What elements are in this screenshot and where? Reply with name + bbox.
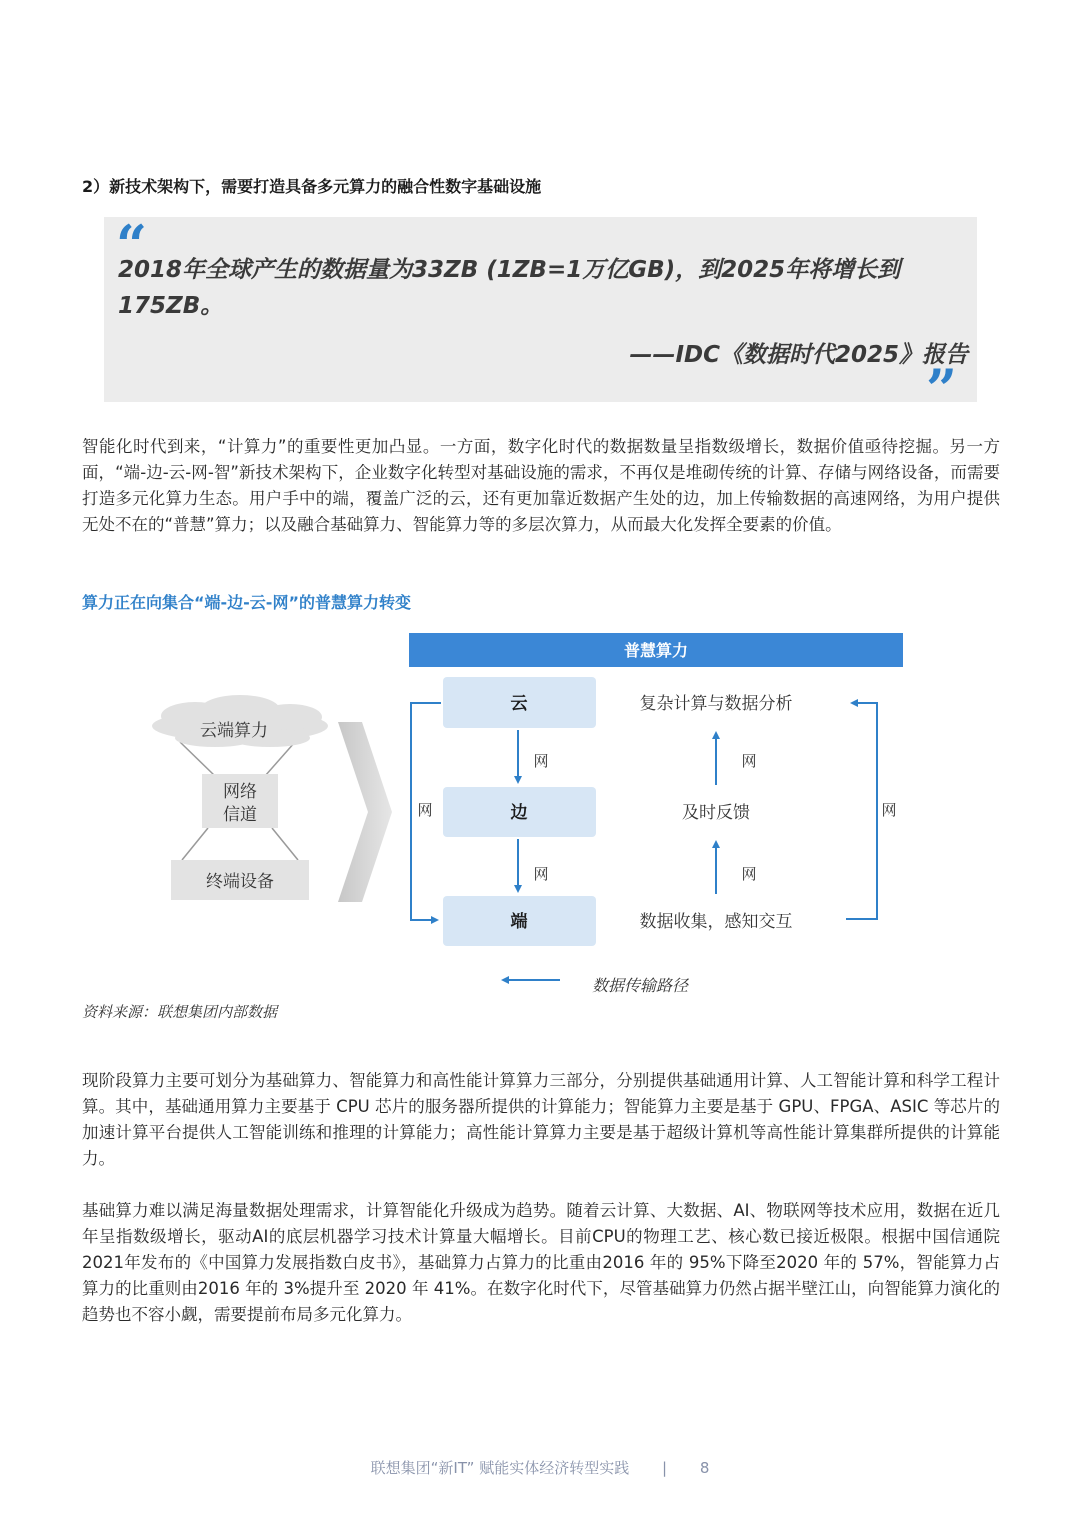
left-stack: [152, 695, 328, 900]
net-label-1: 网: [533, 752, 549, 770]
paragraph-trend: 基础算力难以满足海量数据处理需求，计算智能化升级成为趋势。随着云计算、大数据、AI、物联网等技术应用，数据在近几年呈指数级增长，驱动AI的底层机器学习技术计算量大幅增长。目前CPU的物理工艺、核心数已接近极限。根据中国信通院2021年发布的《中国算力发展指数白皮书》，基础算力占算力的比重由2016 年的 95%下降至2020 年的 57%，智能算力占算力的比重则由2016 年的 3%提升至 2020 年 41%。在数字化时代下，尽管基础算力仍然占据半壁江山，向智能算力演化的趋势也不容小觑，需要提前布局多元化算力。: [82, 1201, 1000, 1324]
header-label: 普慧算力: [623, 641, 689, 660]
figure-title: 算力正在向集合“端-边-云-网”的普慧算力转变: [82, 593, 411, 612]
footer-title: 联想集团“新IT” 赋能实体经济转型实践: [370, 1459, 630, 1477]
footer-separator: |: [661, 1459, 668, 1477]
desc-mid: 及时反馈: [682, 803, 750, 823]
right-loop-line: [846, 703, 877, 919]
figure-source: 资料来源：联想集团内部数据: [82, 1003, 278, 1021]
network-label-line2: 信道: [223, 805, 257, 825]
page-number: 8: [699, 1459, 710, 1477]
paragraph-intro: 智能化时代到来，“计算力”的重要性更加凸显。一方面，数字化时代的数据数量呈指数级增长，数据价值亟待挖掘。另一方面，“端-边-云-网-智”新技术架构下，企业数字化转型对基础设施的需求，不再仅是堆砌传统的计算、存储与网络设备，而需要打造多元化算力生态。用户手中的端，覆盖广泛的云，还有更加靠近数据产生处的边，加上传输数据的高速网络，为用户提供无处不在的“普慧”算力；以及融合基础算力、智能算力等的多层次算力，从而最大化发挥全要素的价值。: [82, 437, 1000, 534]
legend-label: 数据传输路径: [591, 976, 689, 995]
terminal-label: 终端设备: [206, 872, 274, 892]
net-label-right: 网: [881, 801, 897, 819]
net-label-4: 网: [741, 865, 757, 883]
desc-top: 复杂计算与数据分析: [639, 694, 793, 714]
tier-end-label: 端: [510, 912, 528, 932]
network-label-line1: 网络: [223, 782, 257, 802]
net-label-2: 网: [533, 865, 549, 883]
desc-bottom: 数据收集，感知交互: [639, 912, 793, 932]
close-quote-icon: ”: [926, 357, 958, 421]
chevron-right-icon: [338, 722, 392, 902]
section-heading: 2）新技术架构下，需要打造具备多元算力的融合性数字基础设施: [82, 177, 542, 196]
net-label-left: 网: [417, 801, 433, 819]
net-label-3: 网: [741, 752, 757, 770]
cloud-label: 云端算力: [200, 721, 268, 741]
paragraph-computing-types: 现阶段算力主要可划分为基础算力、智能算力和高性能计算算力三部分，分别提供基础通用计算、人工智能计算和科学工程计算。其中，基础通用算力主要基于 CPU 芯片的服务器所提供的计算能力；智能算力主要是基于 GPU、FPGA、ASIC 等芯片的加速计算平台提供人工智能训练和推理的计算能力；高性能计算算力主要是基于超级计算机等高性能计算集群所提供的计算能力。: [82, 1071, 1000, 1168]
tier-cloud-label: 云: [510, 694, 528, 714]
quote-text: 2018年全球产生的数据量为33ZB (1ZB=1万亿GB)，到2025年将增长到175ZB。: [118, 257, 901, 319]
quote-source: ——IDC《数据时代2025》报告: [629, 342, 968, 368]
open-quote-icon: “: [116, 213, 148, 277]
page-footer: [0, 1457, 1080, 1478]
tier-edge-label: 边: [510, 803, 528, 823]
